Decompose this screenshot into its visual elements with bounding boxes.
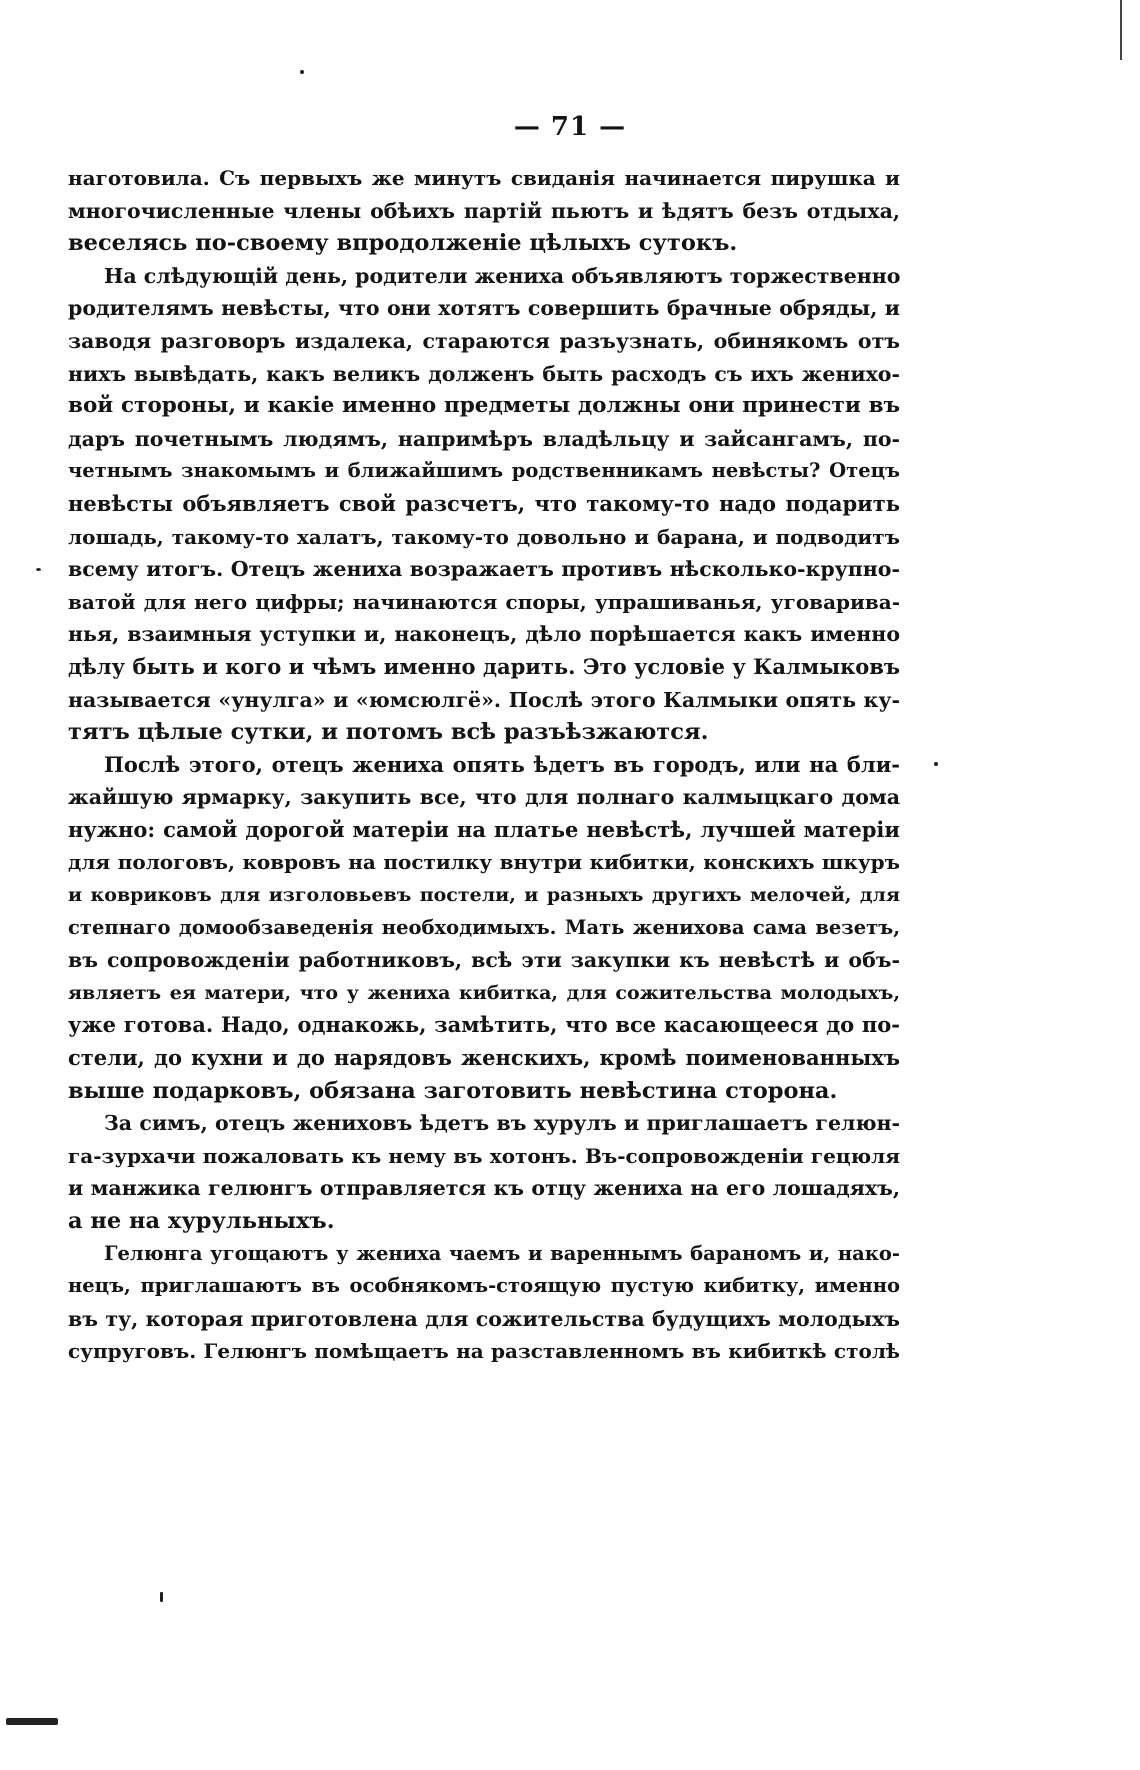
text-line: На слѣдующій день, родители жениха объявляютъ торжественно [104, 263, 901, 288]
text-line: для пологовъ, ковровъ на постилку внутри кибитки, конскихъ шкуръ [68, 850, 900, 875]
text-line: веселясь по-своему впродолженіе цѣлыхъ сутокъ. [68, 230, 738, 257]
text-line: Послѣ этого, отецъ жениха опять ѣдетъ въ городъ, или на бли- [104, 751, 900, 777]
text-line: За симъ, отецъ жениховъ ѣдетъ въ хурулъ и приглашаетъ гелюн- [104, 1111, 900, 1136]
text-line: а не на хурульныхъ. [68, 1208, 335, 1234]
text-line: въ ту, которая приготовлена для сожительства будущихъ молодыхъ [68, 1306, 900, 1331]
text-line: степнаго домообзаведенія необходимыхъ. Мать женихова сама везетъ, [68, 915, 900, 939]
ink-smudge [6, 1718, 58, 1725]
text-line: стели, до кухни и до нарядовъ женскихъ, кромѣ поименованныхъ [68, 1045, 900, 1071]
text-line: выше подарковъ, обязана заготовить невѣстина сторона. [68, 1077, 838, 1104]
text-line: и манжика гелюнгъ отправляется къ отцу жениха на его лошадяхъ, [68, 1176, 900, 1201]
ink-speck [934, 762, 938, 766]
text-line: четнымъ знакомымъ и ближайшимъ родственникамъ невѣсты? Отецъ [68, 459, 900, 483]
text-line: супруговъ. Гелюнгъ помѣщаетъ на разставленномъ въ кибиткѣ столѣ [68, 1339, 900, 1364]
text-line: наготовила. Съ первыхъ же минутъ свиданія начинается пирушка и [68, 166, 900, 190]
text-line: многочисленные члены обѣихъ партій пьютъ и ѣдятъ безъ отдыха, [68, 198, 900, 223]
text-line: нецъ, приглашаютъ въ особнякомъ-стоящую пустую кибитку, именно [68, 1274, 900, 1298]
text-line: жайшую ярмарку, закупить все, что для полнаго калмыцкаго дома [68, 785, 900, 810]
text-line: являетъ ея матери, что у жениха кибитка, для сожительства молодыхъ, [68, 981, 900, 1004]
text-line: дѣлу быть и кого и чѣмъ именно дарить. Это условіе у Калмыковъ [68, 653, 900, 679]
text-line: уже готова. Надо, однакожь, замѣтить, что все касающееся до по- [68, 1012, 900, 1038]
text-line: лошадь, такому-то халатъ, такому-то довольно и барана, и подводитъ [68, 524, 900, 549]
text-line: заводя разговоръ издалека, стараются разъузнать, обинякомъ отъ [68, 328, 900, 353]
text-line: тятъ цѣлые сутки, и потомъ всѣ разъѣзжаются. [68, 719, 709, 746]
text-line: ватой для него цифры; начинаются споры, упрашиванья, уговарива- [68, 589, 900, 614]
text-line: всему итогъ. Отецъ жениха возражаетъ противъ нѣсколько-крупно- [68, 557, 900, 582]
text-line: га-зурхачи пожаловать къ нему въ хотонъ. Въ-сопровожденіи гецюля [68, 1143, 900, 1168]
text-line: нужно: самой дорогой матеріи на платье невѣстѣ, лучшей матеріи [68, 816, 900, 842]
text-line: въ сопровожденіи работниковъ, всѣ эти закупки къ невѣстѣ и объ- [68, 948, 900, 973]
page-number: — 71 — [513, 112, 627, 142]
ink-speck [36, 568, 41, 571]
body-text [68, 162, 900, 1368]
text-line: невѣсты объявляетъ свой разсчетъ, что такому-то надо подарить [68, 490, 900, 516]
ink-speck [300, 70, 304, 74]
ink-speck [160, 1592, 163, 1602]
text-line: нья, взаимныя уступки и, наконецъ, дѣло порѣшается какъ именно [68, 622, 900, 647]
text-line: нихъ вывѣдать, какъ великъ долженъ быть расходъ съ ихъ женихо- [68, 361, 900, 386]
text-line: называется «унулга» и «юмсюлгё». Послѣ этого Калмыки опять ку- [68, 687, 900, 712]
text-line: родителямъ невѣсты, что они хотятъ совершить брачные обряды, и [68, 296, 900, 321]
text-line: Гелюнга угощаютъ у жениха чаемъ и вареннымъ барaномъ и, нако- [104, 1241, 900, 1265]
text-line: даръ почетнымъ людямъ, напримѣръ владѣльцу и зайсангамъ, по- [68, 426, 900, 451]
page-edge-line [1120, 0, 1122, 60]
text-line: и ковриковъ для изголовьевъ постели, и разныхъ другихъ мелочей, для [68, 884, 900, 907]
text-line: вой стороны, и какіе именно предметы должны они принести въ [68, 393, 900, 419]
